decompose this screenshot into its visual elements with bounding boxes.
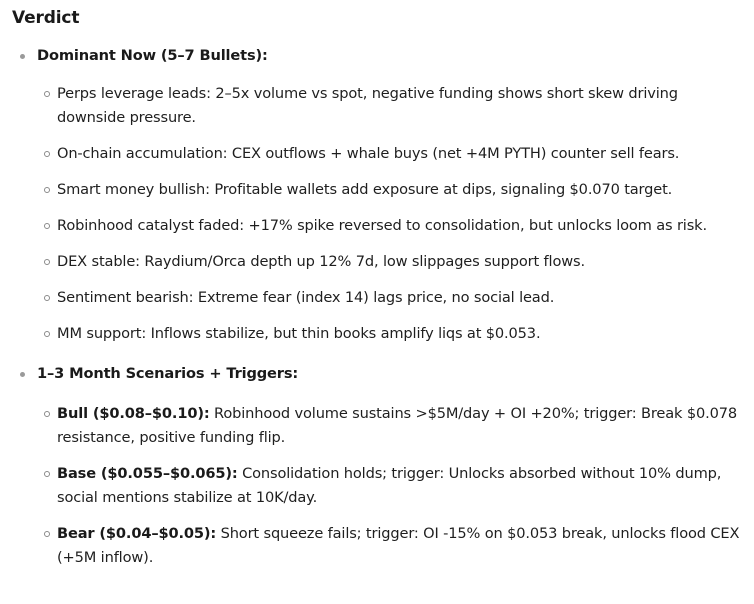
list-item: MM support: Inflows stabilize, but thin books amplify liqs at $0.053. bbox=[12, 322, 754, 346]
circle-bullet-icon bbox=[44, 531, 50, 537]
circle-bullet-icon bbox=[44, 331, 50, 337]
list-item: On-chain accumulation: CEX outflows + whale buys (net +4M PYTH) counter sell fears. bbox=[12, 142, 754, 166]
dominant-now-section bbox=[12, 44, 754, 346]
circle-bullet-icon bbox=[44, 187, 50, 193]
section-title: Dominant Now (5–7 Bullets): bbox=[37, 47, 268, 64]
list-item: Robinhood catalyst faded: +17% spike reversed to consolidation, but unlocks loom as risk. bbox=[12, 214, 754, 238]
scenario-bull: Bull ($0.08–$0.10): Robinhood volume sustains >$5M/day + OI +20%; trigger: Break $0.078 resistance, positive funding flip. bbox=[12, 402, 754, 450]
bullet-icon bbox=[20, 372, 25, 377]
scenarios-section bbox=[12, 362, 754, 570]
scenario-label: Base ($0.055–$0.065): bbox=[57, 465, 238, 482]
scenarios-list bbox=[12, 402, 754, 570]
section-title: 1–3 Month Scenarios + Triggers: bbox=[37, 365, 299, 382]
verdict-list bbox=[12, 44, 754, 570]
list-item: Sentiment bearish: Extreme fear (index 14) lags price, no social lead. bbox=[12, 286, 754, 310]
circle-bullet-icon bbox=[44, 91, 50, 97]
scenario-label: Bull ($0.08–$0.10): bbox=[57, 405, 210, 422]
bullet-icon bbox=[20, 54, 25, 59]
circle-bullet-icon bbox=[44, 295, 50, 301]
list-item: DEX stable: Raydium/Orca depth up 12% 7d, low slippages support flows. bbox=[12, 250, 754, 274]
list-item: Perps leverage leads: 2–5x volume vs spot, negative funding shows short skew driving downside pressure. bbox=[12, 82, 754, 130]
circle-bullet-icon bbox=[44, 259, 50, 265]
list-item: Smart money bullish: Profitable wallets add exposure at dips, signaling $0.070 target. bbox=[12, 178, 754, 202]
scenario-bear: Bear ($0.04–$0.05): Short squeeze fails; trigger: OI -15% on $0.053 break, unlocks flood CEX (+5M inflow). bbox=[12, 522, 754, 570]
dominant-now-list bbox=[12, 82, 754, 346]
scenario-base: Base ($0.055–$0.065): Consolidation holds; trigger: Unlocks absorbed without 10% dump, social mentions stabilize at 10K/day. bbox=[12, 462, 754, 510]
circle-bullet-icon bbox=[44, 151, 50, 157]
scenario-label: Bear ($0.04–$0.05): bbox=[57, 525, 217, 542]
section-heading: Verdict bbox=[12, 8, 80, 28]
circle-bullet-icon bbox=[44, 471, 50, 477]
circle-bullet-icon bbox=[44, 411, 50, 417]
circle-bullet-icon bbox=[44, 223, 50, 229]
